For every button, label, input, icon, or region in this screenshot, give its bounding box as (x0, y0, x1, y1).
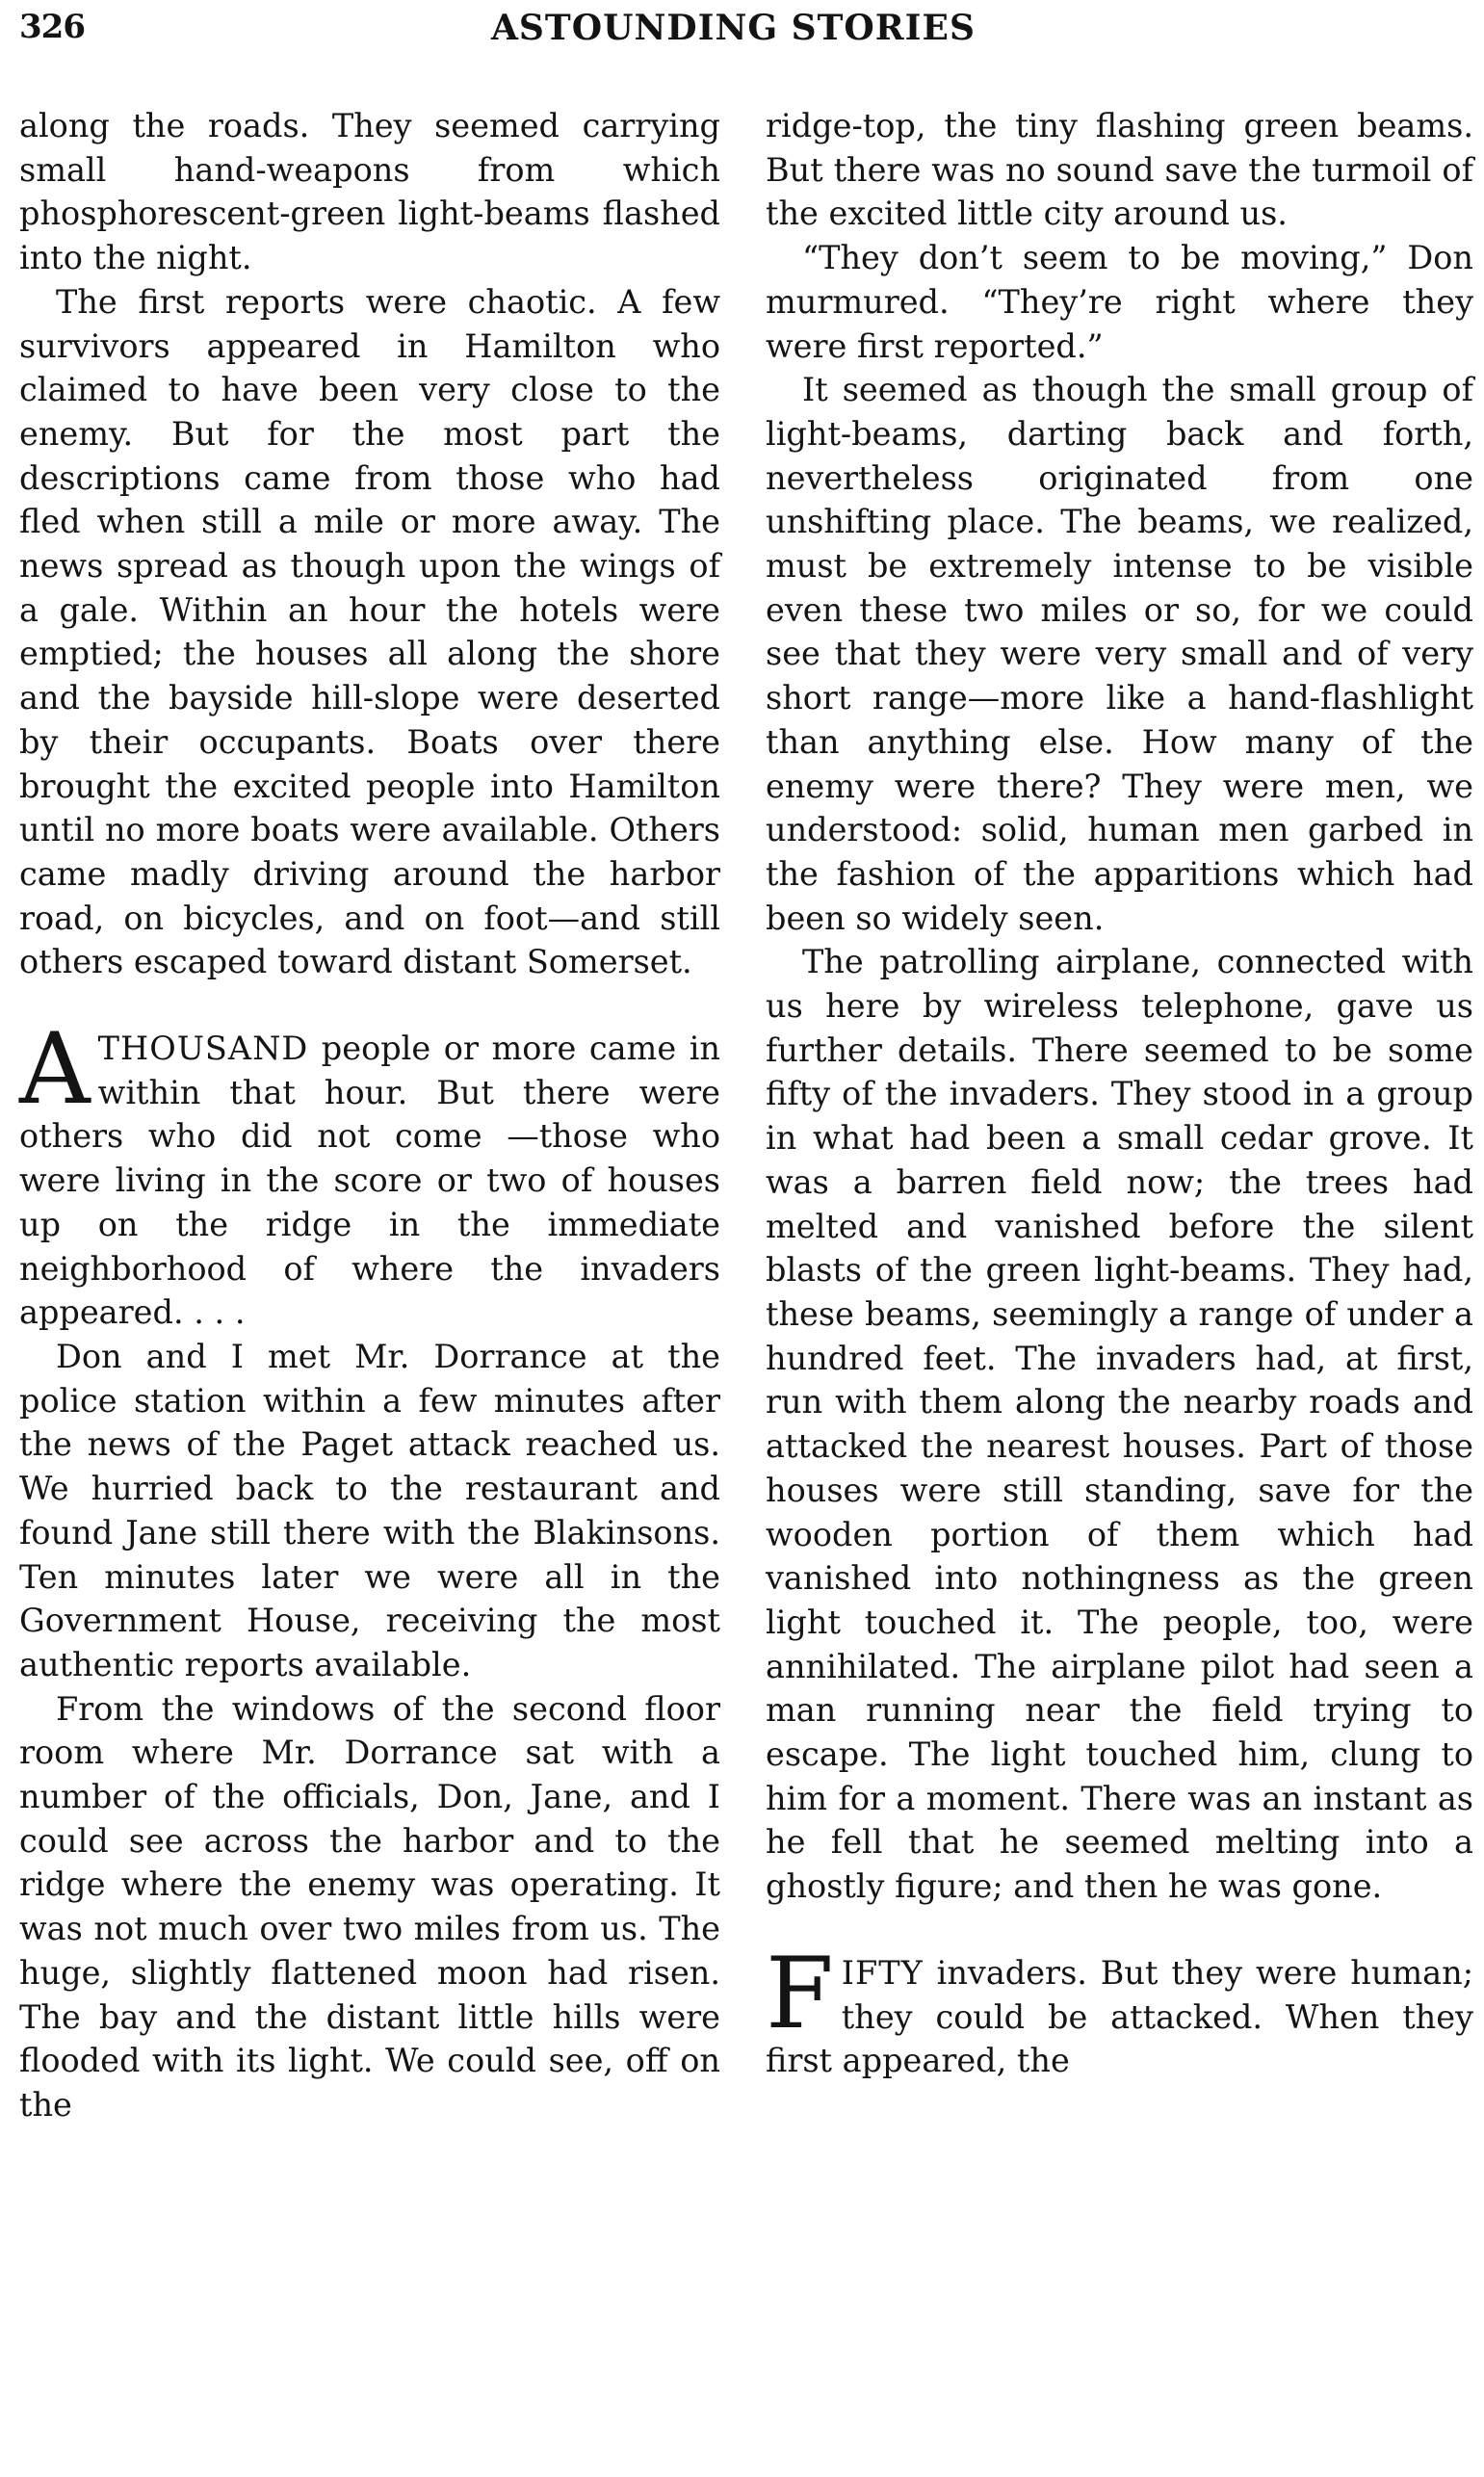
paragraph: The patrolling airplane, connected with us here by wireless telephone, gave us further details. There seemed to be some fifty of the invaders. They stood in a group in what had been a small cedar grove. It was a barren field now; the trees had melted and vanished before the silent blasts of the green light-beams. They had, these beams, seemingly a range of under a hundred feet. The invaders had, at first, run with them along the nearby roads and attacked the nearest houses. Part of those houses were still standing, save for the wooden portion of them which had vanished into nothingness as the green light touched it. The people, too, were annihilated. The airplane pilot had seen a man running near the field trying to escape. The light touched him, clung to him for a moment. There was an instant as he fell that he seemed melting into a ghostly figure; and then he was gone. (766, 943, 1473, 1906)
drop-cap: F (766, 1936, 834, 2051)
paragraph: The first reports were chaotic. A few survivors appeared in Hamilton who claimed to have been very close to the enemy. But for the most part the descriptions came from those who had fled when still a mile or more away. The news spread as though upon the wings of a gale. Within an hour the hotels were emptied; the houses all along the shore and the bayside hill-slope were deserted by their occupants. Boats over there brought the excited people into Hamilton until no more boats were available. Others came madly driving around the harbor road, on bicycles, and on foot—and still others escaped toward distant Somerset. (19, 282, 720, 981)
drop-cap: A (19, 1012, 91, 1128)
page-number: 326 (19, 8, 85, 46)
paragraph: “They don’t seem to be moving,” Don murmured. “They’re right where they were first reported.” (766, 239, 1473, 365)
section-lead-word: THOUSAND (97, 1030, 309, 1068)
section-break (19, 1012, 720, 1335)
section-text: people or more came in within that hour. But there were others who did not come —those who were living in the score or two of houses up on the ridge in the immediate neighborhood of where the invaders appeared. . . . (19, 1030, 720, 1332)
page-header (19, 0, 1474, 65)
paragraph: ridge-top, the tiny flashing green beams. But there was no sound save the turmoil of the excited little city around us. (766, 107, 1473, 233)
paragraph: Don and I met Mr. Dorrance at the police station within a few minutes after the news of the Paget attack reached us. We hurried back to the restaurant and found Jane still there with the Blakinsons. Ten minutes later we were all in the Government House, receiving the most authentic reports available. (19, 1337, 720, 1683)
paragraph: along the roads. They seemed carrying small hand-weapons from which phosphorescent-green light-beams flashed into the night. (19, 107, 720, 277)
right-column (766, 104, 1473, 2083)
running-head-title: ASTOUNDING STORIES (491, 8, 976, 48)
paragraph: It seemed as though the small group of light-beams, darting back and forth, nevertheless originated from one unshifting place. The beams, we realized, must be extremely intense to be visible even these two miles or so, for we could see that they were very small and of very short range—more like a hand-flashlight than anything else. How many of the enemy were there? They were men, we understood: solid, human men garbed in the fashion of the apparitions which had been so widely seen. (766, 371, 1473, 937)
section-text: invaders. But they were human; they could be attacked. When they first appeared, the (766, 1953, 1473, 2080)
section-break (766, 1936, 1473, 2083)
section-lead-word: IFTY (841, 1953, 924, 1992)
section-opening-paragraph (19, 1012, 720, 1335)
section-opening-paragraph (766, 1936, 1473, 2083)
paragraph: From the windows of the second floor room where Mr. Dorrance sat with a number of the officials, Don, Jane, and I could see across the harbor and to the ridge where the enemy was operating. It was not much over two miles from us. The huge, slightly flattened moon had risen. The bay and the distant little hills were flooded with its light. We could see, off on the (19, 1689, 720, 2124)
left-column (19, 104, 720, 2127)
